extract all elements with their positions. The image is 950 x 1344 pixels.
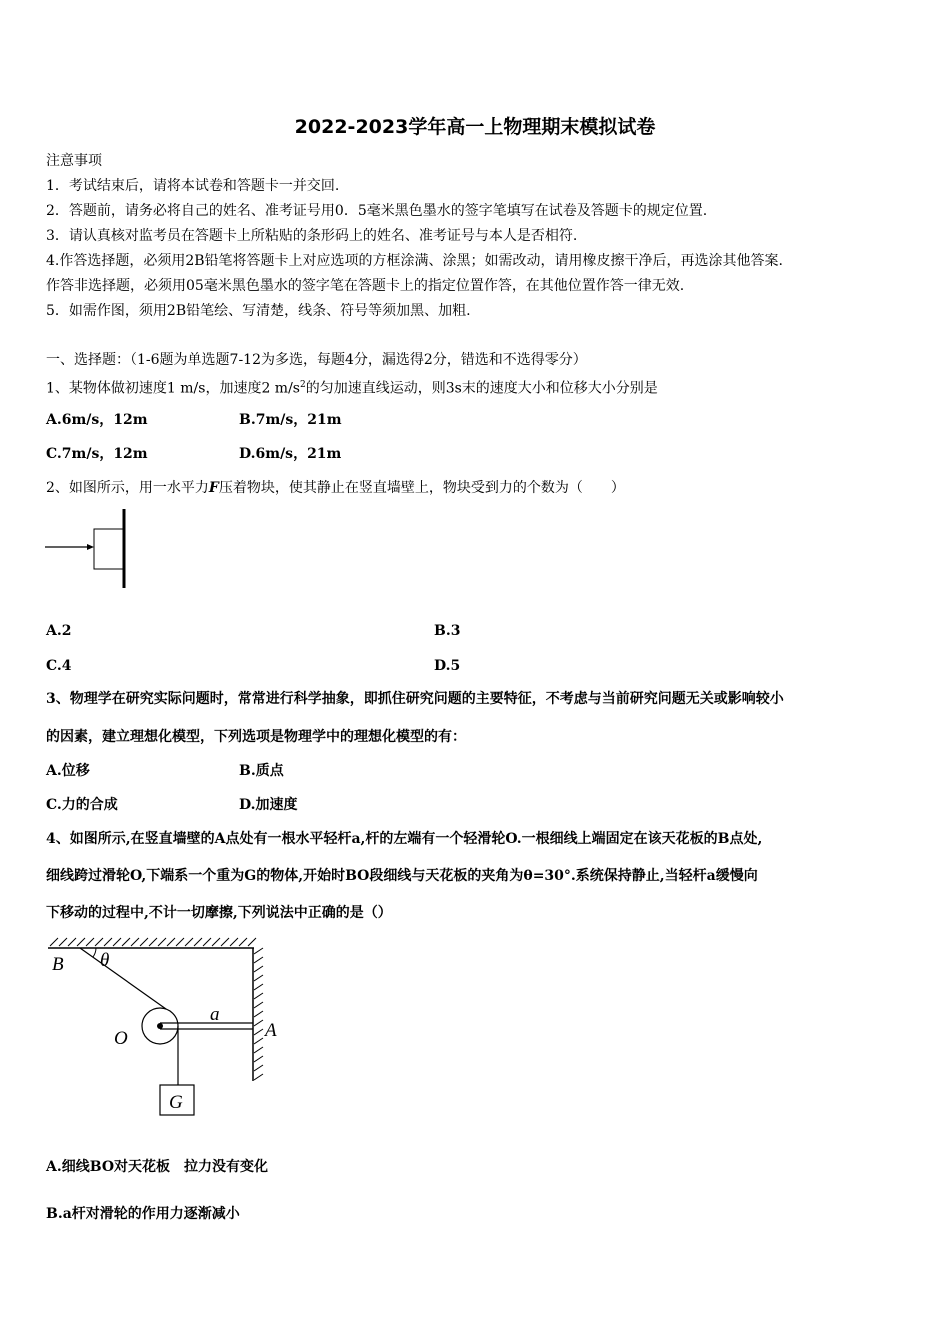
label-a-rod: a (210, 1004, 220, 1025)
notice-heading: 注意事项 (46, 153, 102, 169)
angle-arc (93, 948, 96, 957)
q1-option-a: A.6m/s，12m (46, 412, 148, 428)
q1-option-c: C.7m/s，12m (46, 446, 148, 462)
notice-item-4: 4.作答选择题，必须用2B铅笔将答题卡上对应选项的方框涂满、涂黑；如需改动，请用橡皮擦干净后，再选涂其他答案. (46, 253, 783, 269)
q3-option-d: D.加速度 (239, 797, 298, 813)
label-o: O (114, 1028, 128, 1049)
q4-option-b: B.a杆对滑轮的作用力逐渐减小 (46, 1206, 240, 1222)
q3-option-c: C.力的合成 (46, 797, 118, 813)
label-b: B (52, 954, 64, 975)
q2-figure (44, 508, 136, 592)
q4-option-a: A.细线BO对天花板 拉力没有变化 (46, 1159, 269, 1175)
question-4-line-3: 下移动的过程中,不计一切摩擦,下列说法中正确的是（） (46, 905, 392, 921)
ceiling-hatch (50, 938, 256, 946)
notice-item-2: 2．答题前，请务必将自己的姓名、准考证号用0．5毫米黑色墨水的签字笔填写在试卷及答题卡的规定位置. (46, 203, 708, 219)
question-4-line-1: 4、如图所示,在竖直墙壁的A点处有一根水平轻杆a,杆的左端有一个轻滑轮O.一根细线上端固定在该天花板的B点处, (46, 831, 763, 847)
question-3-line-1: 3、物理学在研究实际问题时，常常进行科学抽象，即抓住研究问题的主要特征，不考虑与当前研究问题无关或影响较小 (46, 691, 784, 707)
q2-option-d: D.5 (434, 658, 461, 674)
label-g: G (169, 1092, 183, 1113)
notice-item-1: 1．考试结束后，请将本试卷和答题卡一并交回. (46, 178, 340, 194)
notice-item-5: 5．如需作图，须用2B铅笔绘、写清楚，线条、符号等须加黑、加粗. (46, 303, 471, 319)
q2-option-a: A.2 (46, 623, 72, 639)
q2-option-b: B.3 (434, 623, 461, 639)
q1-option-b: B.7m/s，21m (239, 412, 342, 428)
wall-hatch (254, 948, 263, 1080)
force-arrow-head (87, 544, 94, 550)
question-4-line-2: 细线跨过滑轮O,下端系一个重为G的物体,开始时BO段细线与天花板的夹角为θ=30°.系统保持静止,当轻杆a缓慢向 (46, 868, 758, 884)
label-a-point: A (265, 1020, 277, 1041)
page-title: 2022-2023学年高一上物理期末模拟试卷 (294, 116, 656, 138)
question-2-stem: 2、如图所示，用一水平力F压着物块，使其静止在竖直墙壁上，物块受到力的个数为（ ） (46, 480, 625, 496)
q4-figure (44, 936, 284, 1122)
block (94, 529, 123, 569)
question-3-line-2: 的因素，建立理想化模型，下列选项是物理学中的理想化模型的有： (46, 729, 466, 745)
notice-item-3: 3．请认真核对监考员在答题卡上所粘贴的条形码上的姓名、准考证号与本人是否相符. (46, 228, 578, 244)
question-1-stem: 1、某物体做初速度1 m/s，加速度2 $m/s^2$的匀加速直线运动，则3s末的速度大小和位移大小分别是 (46, 380, 658, 397)
string-bo (80, 948, 166, 1009)
section-1-heading: 一、选择题：（1-6题为单选题7-12为多选，每题4分，漏选得2分，错选和不选得零分） (46, 352, 587, 368)
q2-option-c: C.4 (46, 658, 72, 674)
pulley-axle (157, 1023, 163, 1029)
q3-option-b: B.质点 (239, 763, 284, 779)
notice-item-4-cont: 作答非选择题，必须用05毫米黑色墨水的签字笔在答题卡上的指定位置作答，在其他位置作答一律无效. (46, 278, 685, 294)
label-theta: θ (100, 950, 110, 971)
q1-option-d: D.6m/s，21m (239, 446, 342, 462)
q3-option-a: A.位移 (46, 763, 90, 779)
